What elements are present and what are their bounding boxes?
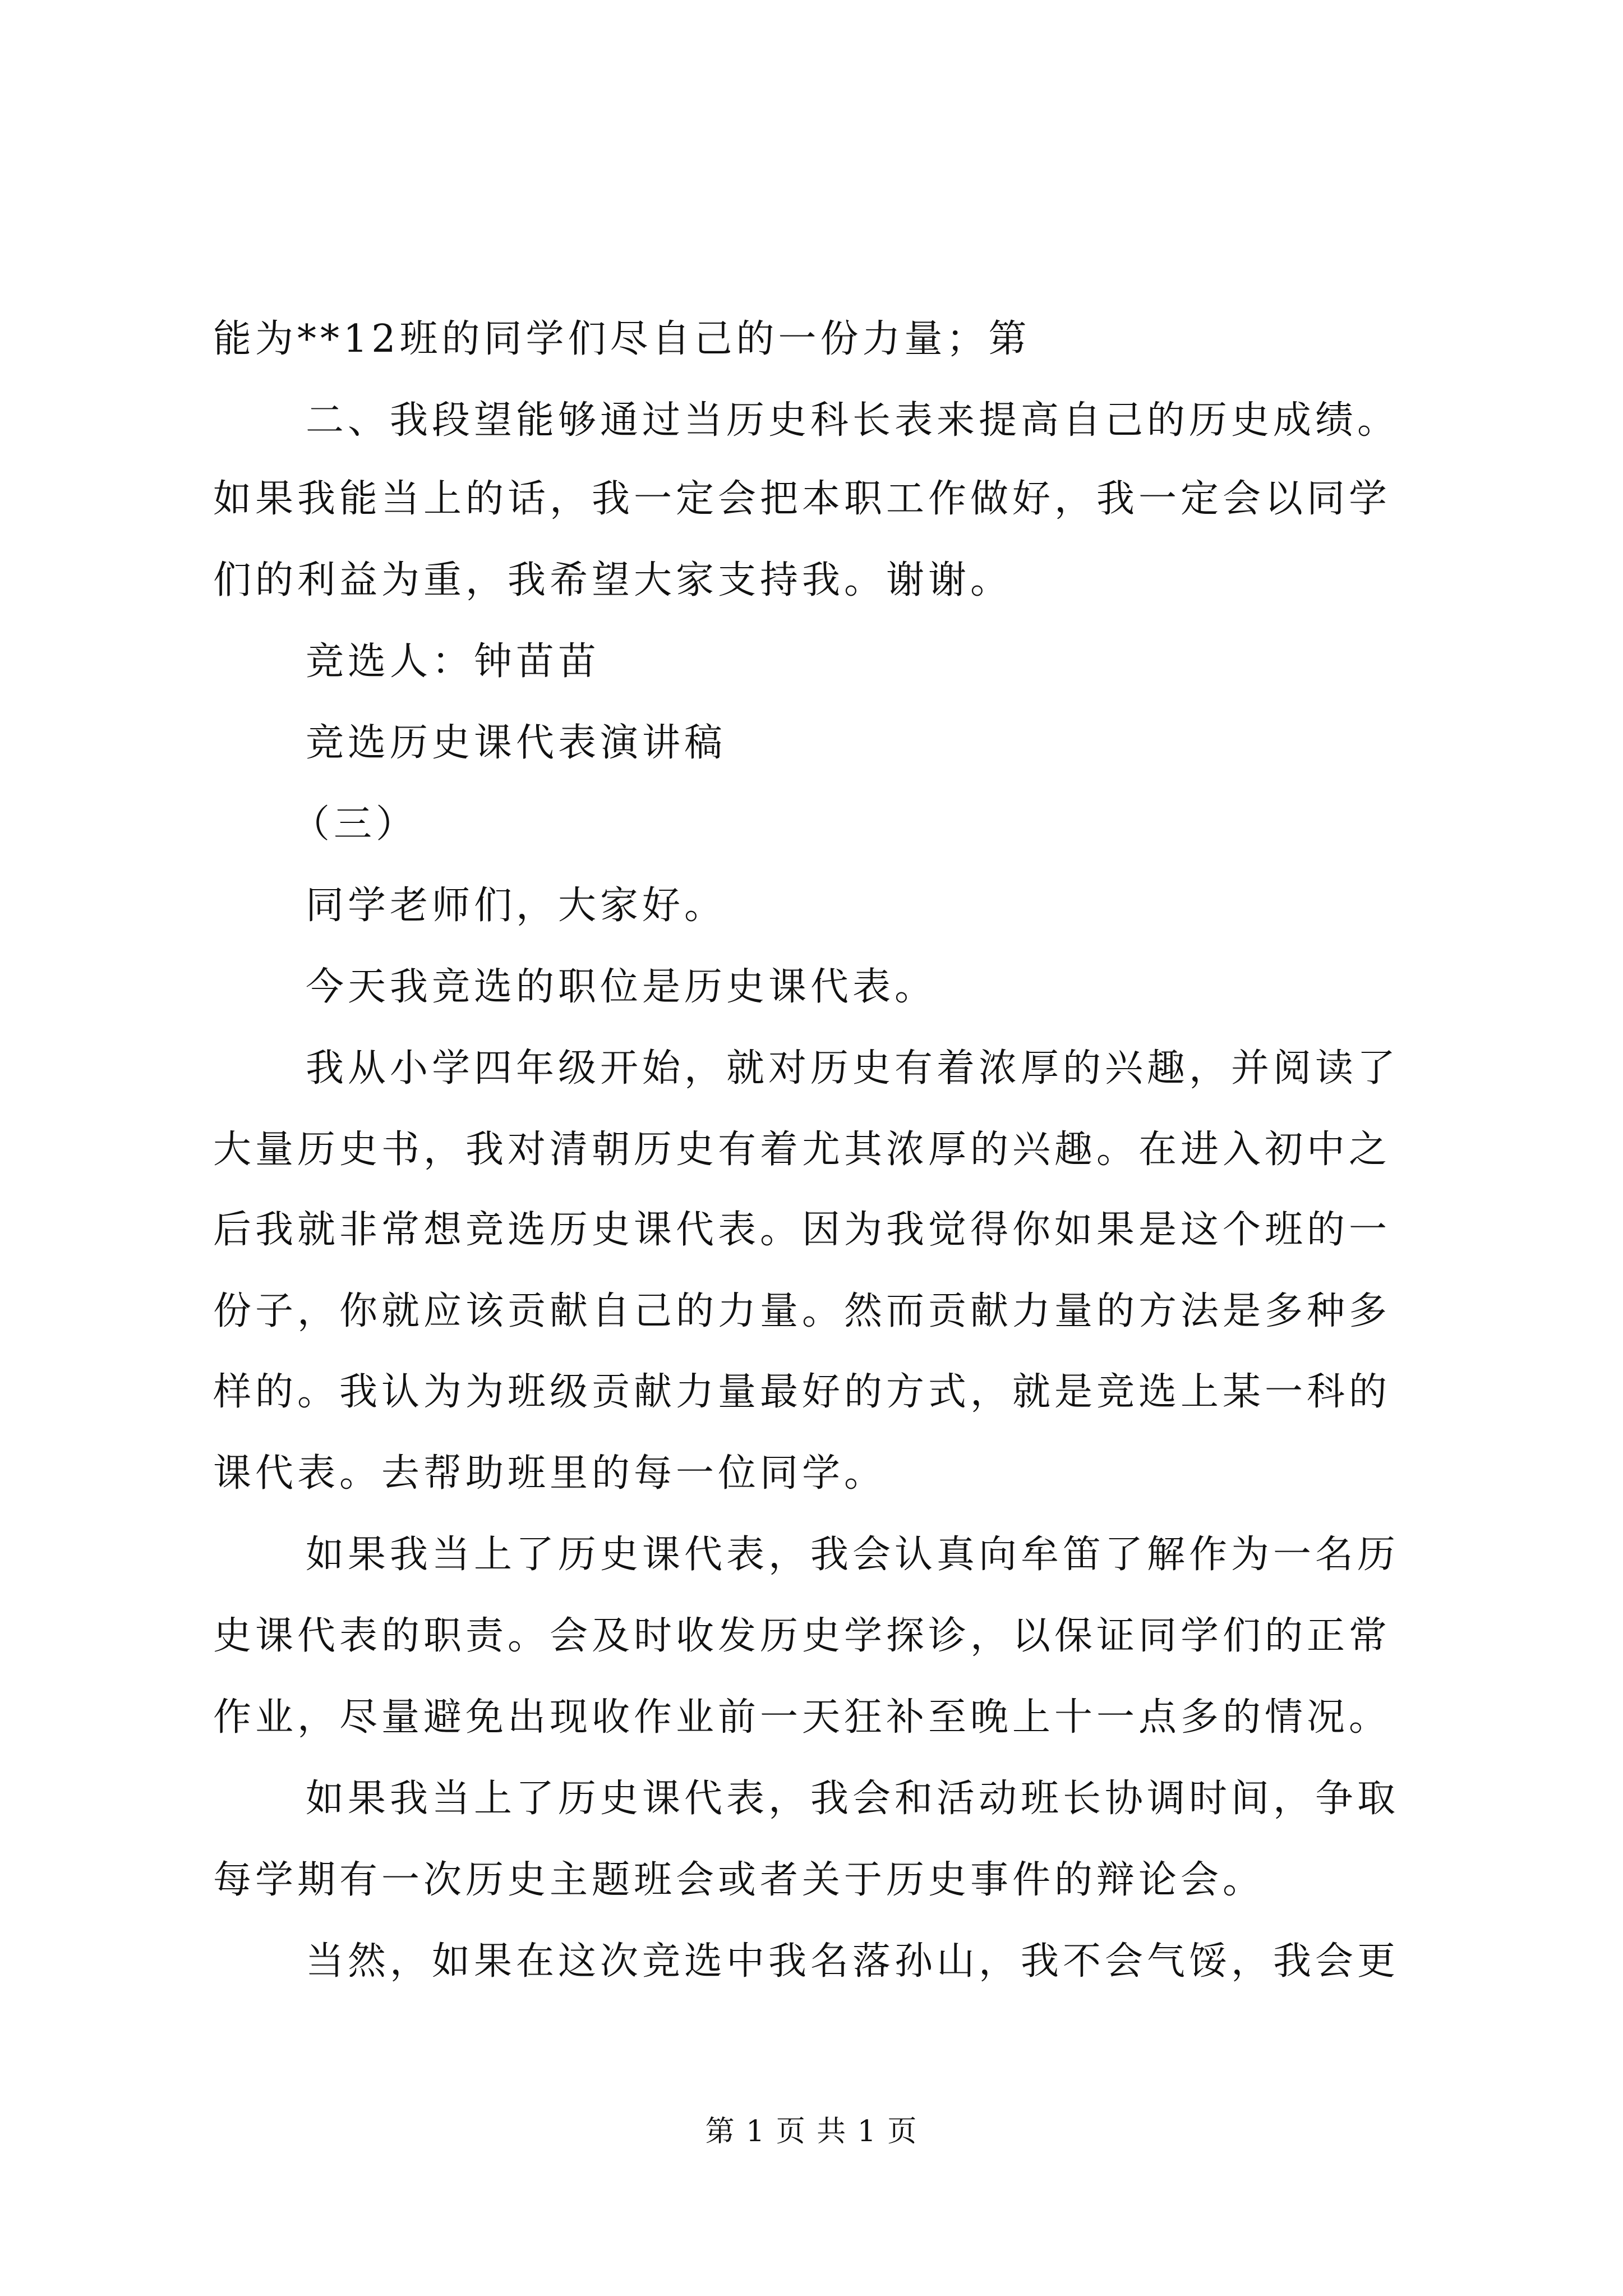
text-line-20: 每学期有一次历史主题班会或者关于历史事件的辩论会。 bbox=[213, 1858, 1265, 1902]
text-line-11: 大量历史书，我对清朝历史有着尤其浓厚的兴趣。在进入初中之 bbox=[213, 1128, 1391, 1172]
text-line-16: 如果我当上了历史课代表，我会认真向牟笛了解作为一名历 bbox=[306, 1533, 1400, 1577]
text-line-18: 作业，尽量避免出现收作业前一天狂补至晚上十一点多的情况。 bbox=[213, 1695, 1391, 1740]
text-line-10: 我从小学四年级开始，就对历史有着浓厚的兴趣，并阅读了 bbox=[306, 1046, 1400, 1091]
text-line-2: 二、我段望能够通过当历史科长表来提高自己的历史成绩。 bbox=[306, 398, 1400, 443]
signature-line: 竞选人：钟苗苗 bbox=[306, 639, 601, 684]
text-line-19: 如果我当上了历史课代表，我会和活动班长协调时间，争取 bbox=[306, 1777, 1400, 1821]
text-line-15: 课代表。去帮助班里的每一位同学。 bbox=[213, 1451, 887, 1496]
page-footer: 第 1 页 共 1 页 bbox=[705, 2115, 918, 2148]
text-line-13: 份子，你就应该贡献自己的力量。然而贡献力量的方法是多种多 bbox=[213, 1289, 1391, 1333]
text-line-14: 样的。我认为为班级贡献力量最好的方式，就是竞选上某一科的 bbox=[213, 1370, 1391, 1414]
section-title: 竞选历史课代表演讲稿 bbox=[306, 721, 727, 765]
text-line-8: 同学老师们，大家好。 bbox=[306, 884, 727, 928]
text-line-9: 今天我竞选的职位是历史课代表。 bbox=[306, 965, 937, 1009]
text-line-3: 如果我能当上的话，我一定会把本职工作做好，我一定会以同学 bbox=[213, 477, 1391, 521]
text-line-17: 史课代表的职责。会及时收发历史学探诊，以保证同学们的正常 bbox=[213, 1614, 1391, 1658]
section-number: （三） bbox=[292, 802, 418, 846]
text-line-12: 后我就非常想竞选历史课代表。因为我觉得你如果是这个班的一 bbox=[213, 1208, 1391, 1252]
text-line-21: 当然，如果在这次竞选中我名落孙山，我不会气馁，我会更 bbox=[306, 1939, 1400, 1984]
text-line-1: 能为**12班的同学们尽自己的一份力量；第 bbox=[213, 317, 1031, 361]
text-line-4: 们的利益为重，我希望大家支持我。谢谢。 bbox=[213, 558, 1013, 602]
